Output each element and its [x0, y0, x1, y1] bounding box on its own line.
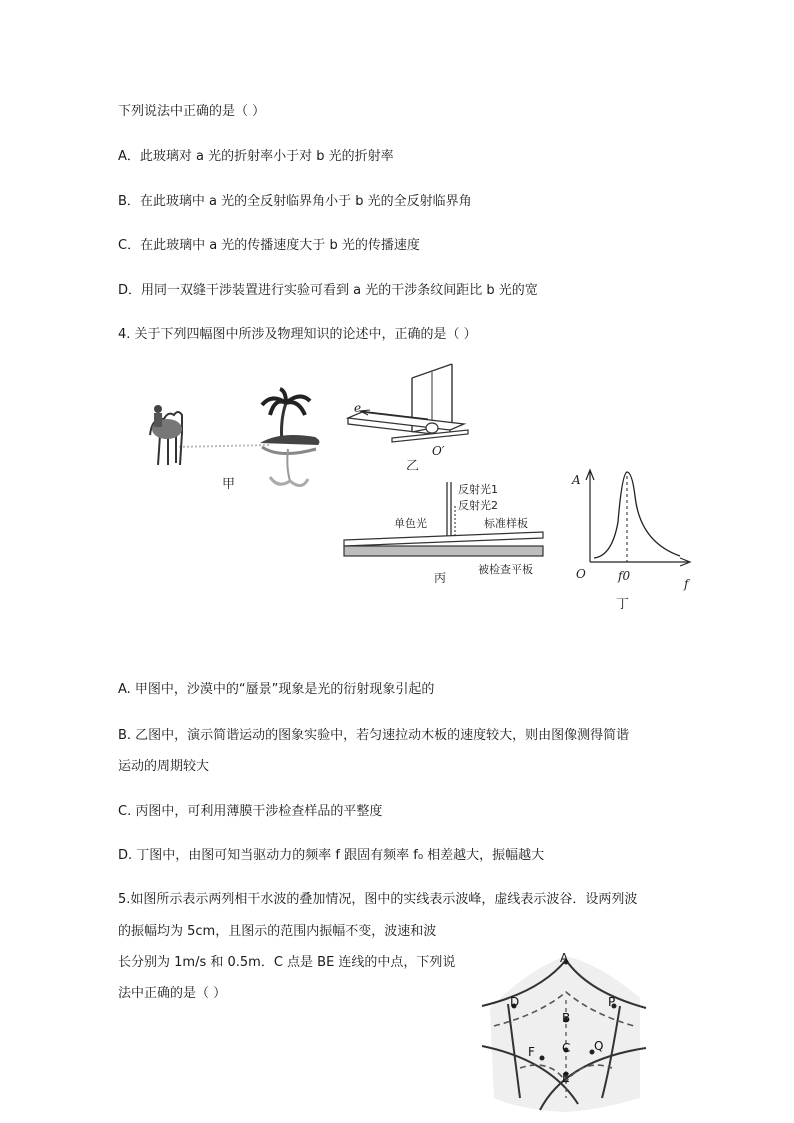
point-label-e: E: [562, 1071, 570, 1085]
q5-line-2: 的振幅均为 5cm，且图示的范围内振幅不变，波速和波: [118, 924, 437, 939]
point-label-q: Q: [594, 1039, 604, 1053]
label-reflect-1: 反射光1: [458, 483, 498, 496]
label-yi: 乙: [406, 459, 420, 470]
figure-wave-interference: [480, 948, 648, 1113]
point-label-c: C: [562, 1041, 571, 1055]
q4-option-b-cont: 运动的周期较大: [118, 759, 210, 774]
axis-label-f: f: [684, 577, 689, 591]
label-reflect-2: 反射光2: [458, 499, 498, 512]
q4-option-d: D. 丁图中，由图可知当驱动力的频率 f 跟固有频率 f₀ 相差越大，振幅越大: [118, 848, 545, 863]
figure-bing-thin-film: [340, 476, 555, 586]
axis-label-a: A: [572, 473, 581, 487]
q5-line-1: 5.如图所示表示两列相干水波的叠加情况，图中的实线表示波峰，虚线表示波谷．设两列波: [118, 892, 638, 907]
label-e: e: [354, 401, 362, 415]
q4-option-c: C. 丙图中，可利用薄膜干涉检查样品的平整度: [118, 804, 383, 819]
axis-label-o: O: [576, 567, 586, 581]
q3-option-c: C．在此玻璃中 a 光的传播速度大于 b 光的传播速度: [118, 238, 420, 253]
figure-ding-resonance-curve: [560, 462, 705, 612]
q4-option-b: B. 乙图中，演示简谐运动的图象实验中，若匀速拉动木板的速度较大，则由图像测得简谐: [118, 728, 630, 743]
label-ding: 丁: [616, 597, 630, 612]
q4-option-a: A. 甲图中，沙漠中的“蜃景”现象是光的衍射现象引起的: [118, 682, 435, 697]
q3-option-a: A．此玻璃对 a 光的折射率小于对 b 光的折射率: [118, 149, 394, 164]
q5-line-3: 长分别为 1m/s 和 0.5m．C 点是 BE 连线的中点，下列说: [118, 955, 456, 970]
label-mono-light: 单色光: [394, 517, 427, 530]
point-label-d: D: [510, 995, 520, 1009]
label-o-prime: O′: [432, 444, 445, 458]
point-label-p: P: [608, 995, 616, 1009]
label-jia: 甲: [222, 477, 236, 492]
q5-line-4: 法中正确的是（ ）: [118, 986, 227, 1001]
label-bing: 丙: [434, 571, 447, 585]
label-test-plate: 被检查平板: [478, 563, 533, 576]
q3-stem: 下列说法中正确的是（ ）: [118, 104, 266, 119]
point-label-a: A: [560, 951, 569, 965]
q3-option-b: B．在此玻璃中 a 光的全反射临界角小于 b 光的全反射临界角: [118, 194, 472, 209]
point-label-f: F: [528, 1045, 535, 1059]
axis-label-f0: f0: [618, 569, 631, 583]
label-standard-plate: 标准样板: [484, 517, 528, 530]
q4-stem: 4. 关于下列四幅图中所涉及物理知识的论述中，正确的是（ ）: [118, 327, 477, 342]
figure-yi-pendulum: [340, 360, 480, 470]
q3-option-d: D．用同一双缝干涉装置进行实验可看到 a 光的干涉条纹间距比 b 光的宽: [118, 283, 538, 298]
point-label-b: B: [562, 1011, 571, 1025]
figure-jia-mirage: [140, 385, 330, 500]
